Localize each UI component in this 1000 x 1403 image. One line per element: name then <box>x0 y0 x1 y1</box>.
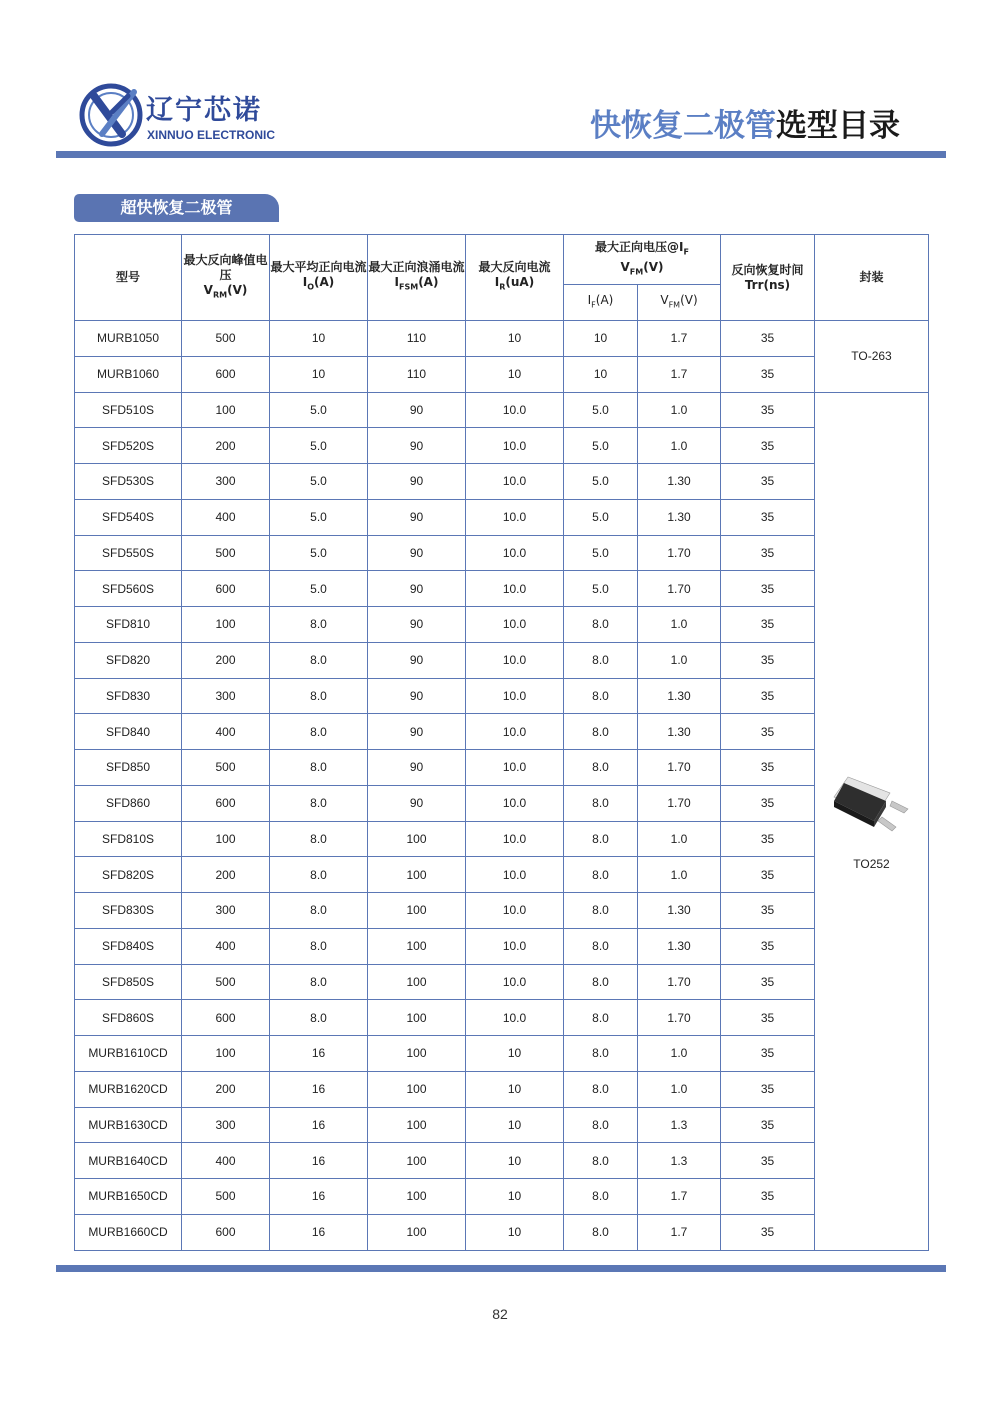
table-row <box>75 607 929 643</box>
header-vfm-symbol: V <box>620 259 630 274</box>
cell-ifsm: 90 <box>368 571 466 607</box>
cell-vfm: 1.70 <box>638 785 721 821</box>
cell-model: SFD550S <box>75 535 182 571</box>
header-if-symbol: I <box>587 292 592 307</box>
header-ifsm-label: 最大正向浪涌电流 <box>368 260 465 275</box>
cell-io: 8.0 <box>270 964 368 1000</box>
cell-model: SFD810 <box>75 607 182 643</box>
header-trr-label: 反向恢复时间 <box>731 262 804 277</box>
cell-model: SFD530S <box>75 464 182 500</box>
table-row <box>75 464 929 500</box>
header-ir-sub: R <box>499 282 506 292</box>
cell-trr: 35 <box>721 321 815 357</box>
cell-trr: 35 <box>721 535 815 571</box>
header-vfm2-sub: FM <box>668 300 681 310</box>
table-header-row <box>75 235 929 285</box>
cell-if: 8.0 <box>564 893 638 929</box>
table-row <box>75 928 929 964</box>
table-row <box>75 356 929 392</box>
cell-model: SFD840 <box>75 714 182 750</box>
cell-io: 16 <box>270 1143 368 1179</box>
cell-vfm: 1.7 <box>638 356 721 392</box>
cell-trr: 35 <box>721 785 815 821</box>
table-row <box>75 1214 929 1250</box>
cell-model: MURB1610CD <box>75 1036 182 1072</box>
cell-ir: 10.0 <box>466 821 564 857</box>
cell-trr: 35 <box>721 428 815 464</box>
table-row <box>75 964 929 1000</box>
cell-ir: 10.0 <box>466 1000 564 1036</box>
cell-vrm: 100 <box>182 392 270 428</box>
cell-vrm: 200 <box>182 857 270 893</box>
header-ifsm <box>368 235 466 321</box>
cell-ifsm: 100 <box>368 1143 466 1179</box>
header-if-sub: F <box>591 300 596 310</box>
cell-vrm: 600 <box>182 1000 270 1036</box>
header-if-unit: (A) <box>595 292 614 307</box>
cell-if: 8.0 <box>564 750 638 786</box>
cell-vfm: 1.0 <box>638 1071 721 1107</box>
table-row <box>75 535 929 571</box>
header-vfm2-symbol: V <box>660 292 669 307</box>
header-vrm-label: 最大反向峰值电压 <box>183 252 268 282</box>
cell-if: 5.0 <box>564 535 638 571</box>
cell-ifsm: 90 <box>368 392 466 428</box>
cell-vrm: 500 <box>182 750 270 786</box>
header-io-unit: (A) <box>314 275 335 290</box>
cell-ir: 10.0 <box>466 392 564 428</box>
cell-io: 5.0 <box>270 499 368 535</box>
cell-vrm: 400 <box>182 928 270 964</box>
cell-io: 8.0 <box>270 714 368 750</box>
table-row <box>75 499 929 535</box>
page-title-accent: 快恢复二极管 <box>590 108 776 144</box>
cell-model: SFD560S <box>75 571 182 607</box>
cell-if: 10 <box>564 321 638 357</box>
cell-vrm: 400 <box>182 714 270 750</box>
cell-ir: 10 <box>466 1036 564 1072</box>
cell-vfm: 1.0 <box>638 821 721 857</box>
cell-if: 5.0 <box>564 464 638 500</box>
cell-trr: 35 <box>721 1179 815 1215</box>
cell-if: 8.0 <box>564 1179 638 1215</box>
table-row <box>75 392 929 428</box>
cell-ir: 10.0 <box>466 428 564 464</box>
cell-ifsm: 100 <box>368 1214 466 1250</box>
cell-package-to263: TO-263 <box>815 321 929 393</box>
cell-if: 8.0 <box>564 714 638 750</box>
cell-ir: 10.0 <box>466 785 564 821</box>
cell-ifsm: 90 <box>368 642 466 678</box>
table-row <box>75 1036 929 1072</box>
cell-vfm: 1.70 <box>638 750 721 786</box>
cell-model: SFD520S <box>75 428 182 464</box>
cell-ifsm: 100 <box>368 821 466 857</box>
cell-ifsm: 90 <box>368 428 466 464</box>
cell-ir: 10.0 <box>466 499 564 535</box>
logo-chinese-text: 辽宁芯诺 <box>146 95 262 126</box>
cell-ir: 10 <box>466 1107 564 1143</box>
cell-vrm: 500 <box>182 964 270 1000</box>
cell-vfm: 1.70 <box>638 1000 721 1036</box>
cell-vfm: 1.30 <box>638 499 721 535</box>
cell-vfm: 1.30 <box>638 678 721 714</box>
cell-trr: 35 <box>721 392 815 428</box>
cell-vfm: 1.0 <box>638 642 721 678</box>
cell-trr: 35 <box>721 642 815 678</box>
cell-vrm: 500 <box>182 321 270 357</box>
cell-package-to252 <box>815 392 929 1250</box>
cell-ir: 10.0 <box>466 964 564 1000</box>
cell-io: 16 <box>270 1214 368 1250</box>
table-row <box>75 1107 929 1143</box>
cell-trr: 35 <box>721 821 815 857</box>
header-ir-unit: (uA) <box>505 275 535 290</box>
cell-ifsm: 90 <box>368 535 466 571</box>
cell-vfm: 1.3 <box>638 1143 721 1179</box>
cell-vrm: 300 <box>182 893 270 929</box>
cell-trr: 35 <box>721 464 815 500</box>
header-divider <box>56 151 946 158</box>
cell-if: 8.0 <box>564 821 638 857</box>
cell-vfm: 1.7 <box>638 321 721 357</box>
table-row <box>75 571 929 607</box>
cell-ifsm: 110 <box>368 356 466 392</box>
cell-model: SFD860S <box>75 1000 182 1036</box>
table-row <box>75 642 929 678</box>
selection-table <box>74 234 929 1251</box>
cell-trr: 35 <box>721 964 815 1000</box>
header-vrm <box>182 235 270 321</box>
cell-io: 10 <box>270 321 368 357</box>
cell-trr: 35 <box>721 1071 815 1107</box>
table-row <box>75 1179 929 1215</box>
to252-package-icon <box>830 771 914 843</box>
cell-io: 5.0 <box>270 571 368 607</box>
cell-ir: 10.0 <box>466 464 564 500</box>
cell-if: 8.0 <box>564 1036 638 1072</box>
page-title <box>590 100 900 145</box>
cell-ifsm: 100 <box>368 964 466 1000</box>
cell-io: 8.0 <box>270 1000 368 1036</box>
header-vfm2 <box>638 285 721 321</box>
cell-ir: 10.0 <box>466 928 564 964</box>
cell-vfm: 1.30 <box>638 464 721 500</box>
cell-if: 8.0 <box>564 928 638 964</box>
page-title-rest: 选型目录 <box>776 108 900 144</box>
cell-ifsm: 100 <box>368 893 466 929</box>
table-row <box>75 857 929 893</box>
header-io-label: 最大平均正向电流 <box>270 260 367 275</box>
cell-ifsm: 100 <box>368 1179 466 1215</box>
page-number: 82 <box>492 1306 508 1322</box>
cell-io: 16 <box>270 1107 368 1143</box>
cell-ir: 10 <box>466 1179 564 1215</box>
header-io <box>270 235 368 321</box>
cell-ifsm: 110 <box>368 321 466 357</box>
cell-ifsm: 100 <box>368 1107 466 1143</box>
header-trr-unit: Trr(ns) <box>744 277 791 292</box>
cell-vrm: 200 <box>182 642 270 678</box>
header-trr <box>721 235 815 321</box>
cell-io: 8.0 <box>270 928 368 964</box>
cell-vfm: 1.70 <box>638 535 721 571</box>
cell-if: 5.0 <box>564 392 638 428</box>
cell-model: MURB1060 <box>75 356 182 392</box>
cell-model: SFD540S <box>75 499 182 535</box>
cell-vfm: 1.70 <box>638 571 721 607</box>
cell-vfm: 1.30 <box>638 928 721 964</box>
table-row <box>75 893 929 929</box>
cell-if: 8.0 <box>564 785 638 821</box>
cell-vfm: 1.30 <box>638 714 721 750</box>
header-ifsm-unit: (A) <box>418 275 439 290</box>
cell-io: 8.0 <box>270 750 368 786</box>
cell-model: MURB1660CD <box>75 1214 182 1250</box>
cell-ifsm: 90 <box>368 499 466 535</box>
header-io-sub: O <box>307 282 314 292</box>
table-row <box>75 785 929 821</box>
cell-vrm: 600 <box>182 1214 270 1250</box>
cell-model: SFD860 <box>75 785 182 821</box>
cell-trr: 35 <box>721 1143 815 1179</box>
cell-model: SFD830 <box>75 678 182 714</box>
cell-vfm: 1.0 <box>638 392 721 428</box>
cell-ifsm: 90 <box>368 750 466 786</box>
cell-model: SFD820S <box>75 857 182 893</box>
cell-vfm: 1.7 <box>638 1179 721 1215</box>
cell-io: 5.0 <box>270 428 368 464</box>
cell-vfm: 1.7 <box>638 1214 721 1250</box>
cell-vfm: 1.0 <box>638 428 721 464</box>
cell-ir: 10 <box>466 1071 564 1107</box>
table-row <box>75 428 929 464</box>
cell-if: 8.0 <box>564 1143 638 1179</box>
header-vrm-sub: RM <box>212 290 228 300</box>
cell-ifsm: 90 <box>368 678 466 714</box>
cell-io: 8.0 <box>270 785 368 821</box>
cell-if: 8.0 <box>564 678 638 714</box>
header-io-symbol: I <box>302 275 308 290</box>
cell-vfm: 1.0 <box>638 857 721 893</box>
cell-vrm: 100 <box>182 821 270 857</box>
cell-vrm: 600 <box>182 785 270 821</box>
cell-ir: 10.0 <box>466 714 564 750</box>
cell-trr: 35 <box>721 1036 815 1072</box>
cell-model: MURB1650CD <box>75 1179 182 1215</box>
cell-ifsm: 90 <box>368 714 466 750</box>
header-ir-label: 最大反向电流 <box>478 260 551 275</box>
cell-trr: 35 <box>721 928 815 964</box>
cell-vfm: 1.70 <box>638 964 721 1000</box>
header-vfm-label-sub: F <box>683 247 689 257</box>
cell-model: SFD510S <box>75 392 182 428</box>
cell-trr: 35 <box>721 750 815 786</box>
cell-if: 8.0 <box>564 857 638 893</box>
header-vfm-group <box>564 235 721 285</box>
cell-vrm: 300 <box>182 678 270 714</box>
cell-vrm: 600 <box>182 356 270 392</box>
cell-model: SFD830S <box>75 893 182 929</box>
cell-ifsm: 100 <box>368 928 466 964</box>
header-vrm-symbol: V <box>203 282 213 297</box>
cell-if: 10 <box>564 356 638 392</box>
header-vfm-sub: FM <box>629 266 644 276</box>
cell-io: 8.0 <box>270 678 368 714</box>
cell-model: SFD850S <box>75 964 182 1000</box>
cell-trr: 35 <box>721 1107 815 1143</box>
cell-if: 8.0 <box>564 642 638 678</box>
header-ifsm-symbol: I <box>394 275 399 290</box>
cell-vrm: 300 <box>182 1107 270 1143</box>
cell-if: 8.0 <box>564 1000 638 1036</box>
cell-ifsm: 90 <box>368 785 466 821</box>
cell-io: 5.0 <box>270 392 368 428</box>
cell-trr: 35 <box>721 356 815 392</box>
cell-vrm: 400 <box>182 499 270 535</box>
cell-ir: 10.0 <box>466 678 564 714</box>
table-row <box>75 750 929 786</box>
cell-trr: 35 <box>721 571 815 607</box>
table-row <box>75 1143 929 1179</box>
cell-ifsm: 100 <box>368 857 466 893</box>
cell-if: 8.0 <box>564 1107 638 1143</box>
cell-ir: 10.0 <box>466 535 564 571</box>
header-vrm-unit: (V) <box>227 282 248 297</box>
cell-vrm: 500 <box>182 535 270 571</box>
cell-model: SFD850 <box>75 750 182 786</box>
cell-io: 16 <box>270 1179 368 1215</box>
header-ifsm-sub: FSM <box>399 282 419 292</box>
table-row <box>75 678 929 714</box>
cell-model: MURB1050 <box>75 321 182 357</box>
table-row <box>75 321 929 357</box>
cell-ir: 10.0 <box>466 642 564 678</box>
cell-vfm: 1.0 <box>638 1036 721 1072</box>
cell-io: 10 <box>270 356 368 392</box>
cell-ir: 10 <box>466 1214 564 1250</box>
cell-ifsm: 100 <box>368 1036 466 1072</box>
cell-io: 8.0 <box>270 821 368 857</box>
cell-model: SFD810S <box>75 821 182 857</box>
cell-io: 8.0 <box>270 607 368 643</box>
cell-trr: 35 <box>721 893 815 929</box>
cell-trr: 35 <box>721 1000 815 1036</box>
cell-trr: 35 <box>721 857 815 893</box>
cell-trr: 35 <box>721 678 815 714</box>
header-model: 型号 <box>75 235 182 321</box>
cell-io: 8.0 <box>270 857 368 893</box>
cell-ifsm: 100 <box>368 1000 466 1036</box>
header-vfm-unit: (V) <box>643 259 664 274</box>
cell-vrm: 200 <box>182 1071 270 1107</box>
cell-if: 8.0 <box>564 1071 638 1107</box>
cell-if: 5.0 <box>564 571 638 607</box>
header-if <box>564 285 638 321</box>
cell-io: 16 <box>270 1036 368 1072</box>
cell-vrm: 200 <box>182 428 270 464</box>
cell-if: 5.0 <box>564 499 638 535</box>
cell-ifsm: 90 <box>368 607 466 643</box>
header-ir <box>466 235 564 321</box>
table-row <box>75 1000 929 1036</box>
xinnuo-logo-icon <box>78 82 144 148</box>
cell-vrm: 600 <box>182 571 270 607</box>
cell-vfm: 1.3 <box>638 1107 721 1143</box>
header-vfm2-unit: (V) <box>680 292 698 307</box>
cell-ifsm: 90 <box>368 464 466 500</box>
cell-ir: 10.0 <box>466 857 564 893</box>
cell-ir: 10 <box>466 356 564 392</box>
cell-ir: 10.0 <box>466 607 564 643</box>
cell-ir: 10.0 <box>466 750 564 786</box>
cell-io: 5.0 <box>270 464 368 500</box>
cell-if: 8.0 <box>564 964 638 1000</box>
header-vfm-label: 最大正向电压@I <box>595 240 684 255</box>
table-row <box>75 1071 929 1107</box>
cell-model: MURB1630CD <box>75 1107 182 1143</box>
cell-vrm: 500 <box>182 1179 270 1215</box>
cell-ir: 10 <box>466 1143 564 1179</box>
header-package: 封装 <box>815 235 929 321</box>
footer-divider <box>56 1265 946 1272</box>
cell-if: 8.0 <box>564 1214 638 1250</box>
header-ir-symbol: I <box>494 275 500 290</box>
table-row <box>75 821 929 857</box>
company-logo <box>78 82 278 152</box>
cell-vrm: 100 <box>182 607 270 643</box>
cell-ifsm: 100 <box>368 1071 466 1107</box>
cell-io: 8.0 <box>270 893 368 929</box>
logo-english-text: XINNUO ELECTRONIC <box>147 128 276 142</box>
cell-io: 16 <box>270 1071 368 1107</box>
cell-io: 5.0 <box>270 535 368 571</box>
cell-ir: 10.0 <box>466 571 564 607</box>
table-row <box>75 714 929 750</box>
cell-trr: 35 <box>721 499 815 535</box>
cell-model: SFD820 <box>75 642 182 678</box>
package-label-to252: TO252 <box>853 857 890 871</box>
cell-trr: 35 <box>721 1214 815 1250</box>
cell-vfm: 1.0 <box>638 607 721 643</box>
cell-ir: 10 <box>466 321 564 357</box>
cell-if: 5.0 <box>564 428 638 464</box>
cell-if: 8.0 <box>564 607 638 643</box>
cell-io: 8.0 <box>270 642 368 678</box>
section-label: 超快恢复二极管 <box>74 194 279 222</box>
cell-model: MURB1640CD <box>75 1143 182 1179</box>
cell-ir: 10.0 <box>466 893 564 929</box>
cell-model: MURB1620CD <box>75 1071 182 1107</box>
cell-model: SFD840S <box>75 928 182 964</box>
cell-vrm: 400 <box>182 1143 270 1179</box>
cell-vrm: 300 <box>182 464 270 500</box>
cell-trr: 35 <box>721 714 815 750</box>
cell-vfm: 1.30 <box>638 893 721 929</box>
cell-trr: 35 <box>721 607 815 643</box>
cell-vrm: 100 <box>182 1036 270 1072</box>
